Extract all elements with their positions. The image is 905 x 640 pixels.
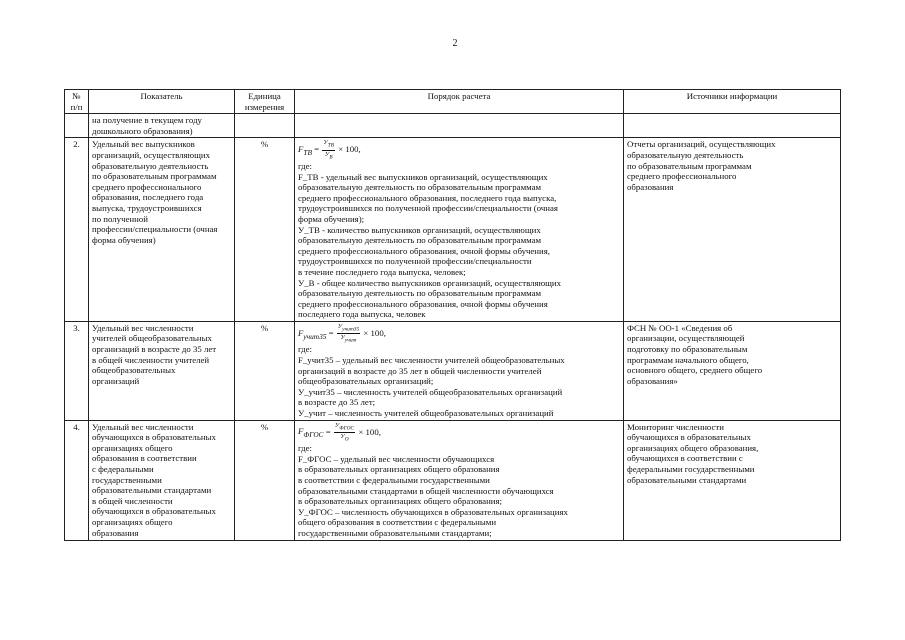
indicator-cell	[89, 321, 235, 420]
indicator-line: с федеральными	[92, 464, 154, 474]
indicator-line: обучающихся в образовательных	[92, 506, 216, 517]
formula: $F_{ФГОС}$ = $\frac{У_{ФГОС}}{У_О}$ × 100,	[298, 421, 381, 443]
source-line: подготовку по образовательным	[627, 344, 748, 355]
source-line: основного общего, среднего общего	[627, 365, 763, 376]
formula-variable	[340, 432, 349, 443]
source-line: ФСН № ОО-1 «Сведения об	[627, 322, 733, 333]
indicator-line: среднего профессионального	[92, 181, 202, 192]
formula-variable	[340, 334, 357, 344]
formula-fraction	[322, 139, 335, 161]
fraction-denominator	[322, 151, 335, 161]
calculation-line: в соответствии с федеральными государственными	[298, 475, 490, 485]
calculation-cell	[295, 138, 624, 322]
calculation-line: организаций в возрасте до 35 лет в общей численности учителей	[298, 365, 542, 376]
header-unit: Единица измерения	[235, 90, 295, 114]
calculation-line: общего образования в соответствии с федеральными	[298, 517, 497, 528]
calculation-line: У_В - общее количество выпускников организаций, осуществляющих	[298, 277, 562, 288]
source-line: образования	[627, 181, 674, 192]
indicator-line: в общей численности	[92, 495, 173, 506]
variable-symbol: У	[324, 150, 330, 158]
calculation-line: трудоустроившихся по полученной профессии/специальности (очная	[298, 203, 558, 214]
indicator-line: образования	[92, 527, 139, 538]
indicator-line: организаций	[92, 375, 140, 386]
header-sources: Источники информации	[624, 90, 841, 114]
calculation-line: где:	[298, 443, 312, 454]
indicator-line: выпуска, трудоустроившихся	[92, 202, 202, 213]
indicator-line: по образовательным программам	[92, 171, 217, 182]
page-number: 2	[452, 38, 458, 49]
row-number: 2.	[65, 138, 89, 322]
calculation-line: трудоустроившихся по полученной профессии/специальности	[298, 256, 532, 267]
indicator-line: образовательными стандартами	[92, 485, 212, 496]
source-line: обучающихся в соответствии с	[627, 453, 743, 464]
calculation-line: в возрасте до 35 лет;	[298, 397, 376, 408]
calculation-line: F_учит35 – удельный вес численности учителей общеобразовательных	[298, 355, 565, 366]
calculation-line: У_ФГОС – численность обучающихся в образовательных организациях	[298, 506, 568, 517]
indicator-line: Удельный вес выпускников	[92, 139, 195, 150]
formula: $F_{учит35}$ = $\frac{У_{учит35}}{У_{учит}}$ × 100,	[298, 322, 386, 344]
unit-cell: %	[235, 321, 295, 420]
formula-tail: × 100,	[358, 426, 381, 437]
indicator-line: профессии/специальности (очная	[92, 224, 218, 235]
variable-subscript: ФГОС	[303, 430, 324, 440]
indicator-line: общеобразовательных	[92, 365, 176, 376]
source-line: Мониторинг численности	[627, 421, 724, 432]
variable-symbol: У	[340, 334, 345, 342]
formula-fraction	[337, 323, 360, 345]
formula-variable	[335, 422, 354, 429]
source-line: образовательными стандартами	[627, 474, 747, 485]
variable-subscript: учит35	[342, 326, 360, 333]
calculation-cell	[295, 420, 624, 540]
calculation-line: образовательными стандартами в общей численности обучающихся	[298, 485, 554, 496]
indicator-line: образования, последнего года	[92, 192, 204, 203]
variable-subscript: учит35	[303, 331, 327, 341]
continuation-text: на получение в текущем году дошкольного образования)	[89, 114, 235, 138]
header-calc: Порядок расчета	[295, 90, 624, 114]
fraction-denominator	[334, 433, 355, 443]
source-line: федеральными государственными	[627, 464, 755, 474]
calculation-line: У_учит35 – численность учителей общеобразовательных организаций	[298, 386, 563, 397]
calculation-line: образовательную деятельность по образовательным программам	[298, 182, 542, 193]
variable-symbol: У	[334, 421, 340, 429]
calculation-line: среднего профессионального образования, последнего года выпуска,	[298, 192, 557, 203]
calculation-line: У_ТВ - количество выпускников организаций, осуществляющих	[298, 224, 541, 235]
variable-subscript: ФГОС	[339, 424, 355, 431]
formula-variable	[298, 426, 324, 440]
fraction-denominator	[337, 334, 360, 344]
indicators-table	[64, 89, 841, 541]
indicator-line: обучающихся в образовательных	[92, 432, 216, 443]
indicator-line: в общей численности учителей	[92, 354, 210, 365]
table-row	[65, 321, 841, 420]
fraction-numerator	[322, 139, 335, 150]
formula-variable	[323, 139, 334, 149]
variable-symbol: У	[323, 139, 328, 147]
sources-cell	[624, 321, 841, 420]
calculation-line: форма обучения);	[298, 213, 365, 224]
unit-cell: %	[235, 420, 295, 540]
calculation-line: общеобразовательных организаций;	[298, 376, 434, 387]
variable-subscript: ТВ	[327, 142, 334, 149]
table-header-row	[65, 90, 841, 114]
calculation-line: государственными образовательными стандартами;	[298, 527, 492, 538]
calculation-line: У_учит – численность учителей общеобразовательных организаций	[298, 408, 554, 419]
continuation-row	[65, 114, 841, 138]
indicator-line: образования в соответствии	[92, 453, 197, 464]
header-num: № п/п	[65, 90, 89, 114]
indicator-line: организаций, осуществляющих	[92, 149, 211, 160]
source-line: организации, осуществляющей	[627, 333, 745, 344]
indicator-line: образовательную деятельность	[92, 160, 209, 171]
indicator-line: организациях общего	[92, 442, 173, 453]
indicator-line: учителей общеобразовательных	[92, 333, 212, 344]
calculation-line: среднего профессионального образования, очной формы обучения,	[298, 245, 550, 256]
calculation-line: в течение последнего года выпуска, человек;	[298, 266, 466, 277]
calculation-line: образовательную деятельность по образовательным программам	[298, 235, 542, 246]
variable-symbol: У	[340, 432, 345, 440]
variable-symbol: F	[298, 144, 304, 155]
formula-variable	[325, 151, 333, 158]
indicator-line: организациях общего	[92, 516, 173, 527]
source-line: организациях общего образования,	[627, 442, 759, 453]
formula-tail: × 100,	[338, 144, 361, 155]
source-line: Отчеты организаций, осуществляющих	[627, 139, 776, 150]
formula-fraction	[334, 422, 355, 444]
source-line: образования»	[627, 375, 678, 386]
row-number: 3.	[65, 321, 89, 420]
table-row	[65, 420, 841, 540]
source-line: обучающихся в образовательных	[627, 432, 751, 443]
calculation-line: F_ТВ - удельный вес выпускников организаций, осуществляющих	[298, 171, 548, 182]
formula-variable	[337, 322, 360, 333]
fraction-numerator	[337, 323, 360, 334]
row-number: 4.	[65, 420, 89, 540]
formula: $F_{ТВ}$ = $\frac{У_{ТВ}}{У_В}$ × 100,	[298, 139, 361, 160]
calculation-line: последнего года выпуска, человек	[298, 309, 426, 320]
sources-cell	[624, 138, 841, 322]
indicator-line: форма обучения)	[92, 234, 156, 245]
header-indicator: Показатель	[89, 90, 235, 114]
indicator-line: Удельный вес численности	[92, 421, 194, 432]
source-line: по образовательным программам	[627, 160, 752, 171]
variable-symbol: F	[298, 327, 304, 338]
calculation-line: где:	[298, 344, 312, 355]
formula-variable	[298, 144, 312, 157]
calculation-line: F_ФГОС – удельный вес численности обучающихся	[298, 453, 495, 464]
calculation-line: среднего профессионального образования, очной формы обучения	[298, 298, 548, 309]
variable-subscript: учит	[344, 337, 357, 344]
calculation-line: в образовательных организациях общего образования;	[298, 496, 502, 507]
fraction-numerator	[334, 422, 355, 433]
sources-cell	[624, 420, 841, 540]
variable-subscript: ТВ	[303, 147, 312, 157]
formula-tail: × 100,	[363, 327, 386, 338]
calculation-cell	[295, 321, 624, 420]
source-line: среднего профессионального	[627, 171, 737, 182]
indicator-line: организаций в возрасте до 35 лет	[92, 344, 217, 355]
unit-cell: %	[235, 138, 295, 322]
variable-subscript: О	[344, 436, 349, 443]
indicator-line: по полученной	[92, 213, 148, 224]
calculation-line: где:	[298, 160, 312, 171]
variable-subscript: В	[329, 153, 333, 160]
table-row	[65, 138, 841, 322]
variable-symbol: У	[337, 322, 343, 330]
indicator-cell	[89, 138, 235, 322]
indicator-line: Удельный вес численности	[92, 322, 194, 333]
source-line: программам начального общего,	[627, 354, 749, 365]
calculation-line: в образовательных организациях общего образования	[298, 464, 500, 475]
calculation-line: образовательную деятельность по образовательным программам	[298, 288, 542, 299]
source-line: образовательную деятельность	[627, 149, 744, 160]
indicator-line: государственными	[92, 474, 162, 485]
variable-symbol: F	[298, 426, 304, 437]
indicator-cell	[89, 420, 235, 540]
formula-variable	[298, 327, 327, 341]
